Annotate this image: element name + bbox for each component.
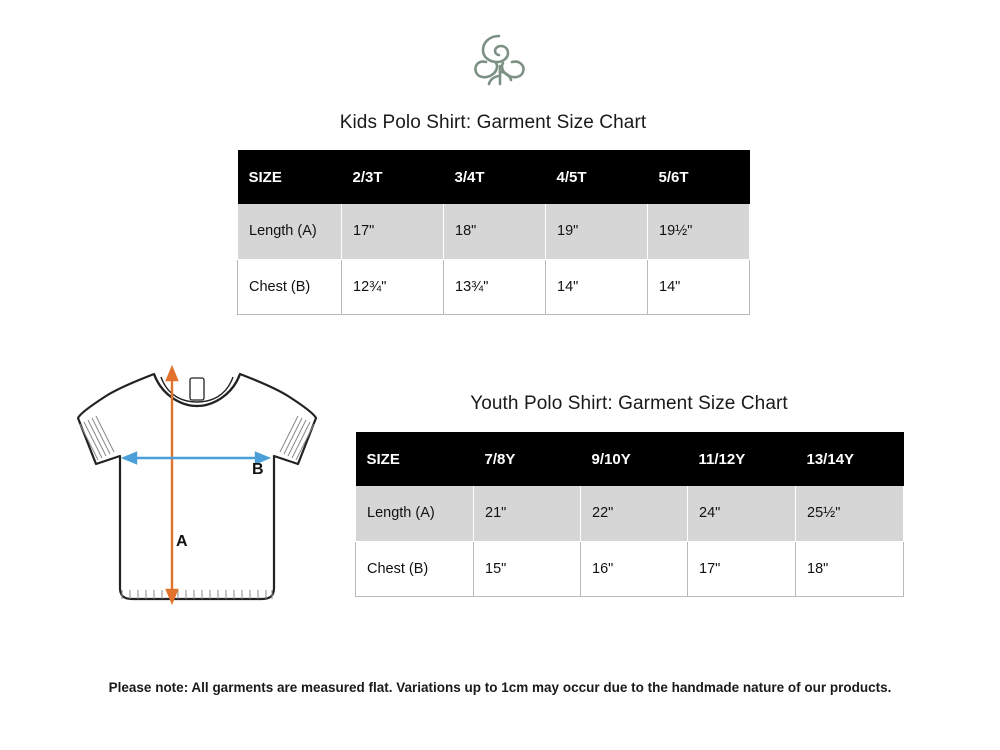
cell-length-7-8y: 21" xyxy=(474,486,581,541)
cell-length-5-6t: 19½" xyxy=(648,204,750,259)
cell-length-11-12y: 24" xyxy=(688,486,796,541)
column-header-2-3t: 2/3T xyxy=(342,150,444,204)
cell-length-3-4t: 18" xyxy=(444,204,546,259)
youth-chart-title: Youth Polo Shirt: Garment Size Chart xyxy=(470,393,788,414)
column-header-size: SIZE xyxy=(238,150,342,204)
column-header-7-8y: 7/8Y xyxy=(474,432,581,486)
footer-note: Please note: All garments are measured flat. Variations up to 1cm may occur due to the handmade nature of our products. xyxy=(108,680,892,695)
table-row xyxy=(356,486,904,541)
row-label-chest: Chest (B) xyxy=(238,259,342,314)
cell-chest-11-12y: 17" xyxy=(688,541,796,596)
cell-length-13-14y: 25½" xyxy=(796,486,904,541)
tshirt-measurement-diagram xyxy=(62,352,332,622)
table-row xyxy=(356,541,904,596)
cell-chest-7-8y: 15" xyxy=(474,541,581,596)
length-dimension-label: A xyxy=(176,533,188,550)
column-header-13-14y: 13/14Y xyxy=(796,432,904,486)
cell-chest-3-4t: 13¾" xyxy=(444,259,546,314)
column-header-size: SIZE xyxy=(356,432,474,486)
cell-length-2-3t: 17" xyxy=(342,204,444,259)
kids-chart-title: Kids Polo Shirt: Garment Size Chart xyxy=(339,112,647,133)
cell-chest-5-6t: 14" xyxy=(648,259,750,314)
logo-container xyxy=(0,22,1000,99)
cell-chest-4-5t: 14" xyxy=(546,259,648,314)
row-label-length: Length (A) xyxy=(238,204,342,259)
row-label-chest: Chest (B) xyxy=(356,541,474,596)
column-header-11-12y: 11/12Y xyxy=(688,432,796,486)
table-row xyxy=(238,204,750,259)
youth-size-table xyxy=(355,432,904,597)
column-header-3-4t: 3/4T xyxy=(444,150,546,204)
cell-chest-9-10y: 16" xyxy=(581,541,688,596)
column-header-9-10y: 9/10Y xyxy=(581,432,688,486)
leaf-rose-logo-icon xyxy=(464,22,536,99)
table-header-row xyxy=(238,150,750,204)
kids-size-table xyxy=(237,150,750,315)
cell-chest-2-3t: 12¾" xyxy=(342,259,444,314)
row-label-length: Length (A) xyxy=(356,486,474,541)
cell-length-9-10y: 22" xyxy=(581,486,688,541)
cell-chest-13-14y: 18" xyxy=(796,541,904,596)
cell-length-4-5t: 19" xyxy=(546,204,648,259)
column-header-4-5t: 4/5T xyxy=(546,150,648,204)
column-header-5-6t: 5/6T xyxy=(648,150,750,204)
table-header-row xyxy=(356,432,904,486)
table-row xyxy=(238,259,750,314)
chest-dimension-label: B xyxy=(252,461,264,478)
